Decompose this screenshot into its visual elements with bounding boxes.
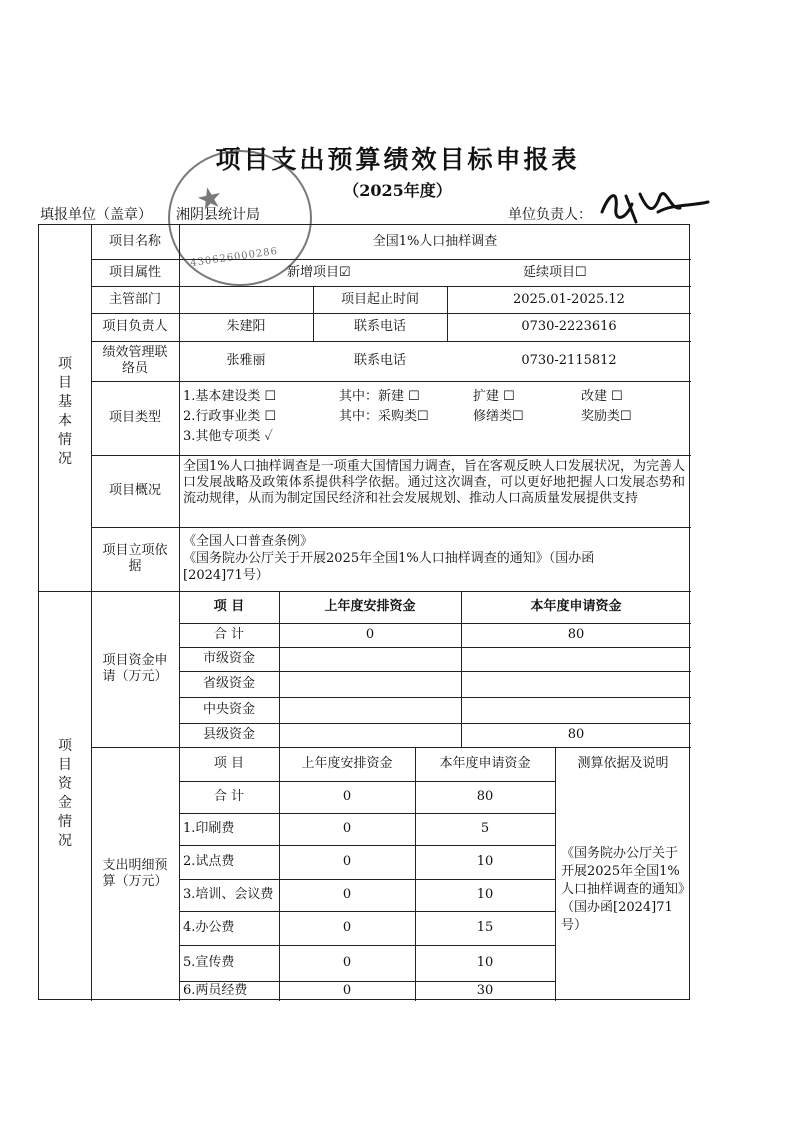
detail-row-item: 2.试点费 xyxy=(183,854,235,869)
apply-row-this xyxy=(461,647,691,671)
apply-row-last xyxy=(279,697,461,723)
detail-row-item: 合 计 xyxy=(213,789,245,804)
project-type-label: 项目类型 xyxy=(108,410,161,425)
unit-label: 填报单位（盖章） xyxy=(40,207,152,223)
apply-row-this: 80 xyxy=(567,627,585,642)
detail-row-item: 3.培训、会议费 xyxy=(183,887,274,902)
apply-row-item: 市级资金 xyxy=(202,651,255,666)
apply-row-this: 80 xyxy=(567,727,585,742)
unit-value: 湘阴县统计局 xyxy=(176,207,260,223)
detail-row-this: 10 xyxy=(476,955,494,970)
detail-header-last-year: 上年度安排资金 xyxy=(301,756,393,771)
section-basic-label: 项 目 基 本 情 况 xyxy=(58,356,72,467)
detail-row-item: 4.办公费 xyxy=(183,920,235,935)
detail-row-this: 10 xyxy=(476,887,494,902)
project-attribute-label: 项目属性 xyxy=(108,264,161,280)
apply-row-last xyxy=(279,723,461,747)
detail-row-this: 5 xyxy=(480,821,490,836)
performance-contact-label: 绩效管理联 络员 xyxy=(102,345,168,376)
apply-row-last: 0 xyxy=(365,627,375,642)
project-leader-value: 朱建阳 xyxy=(226,319,266,334)
performance-contact-value: 张雅丽 xyxy=(226,353,266,368)
project-overview-label: 项目概况 xyxy=(108,483,161,498)
project-name-value: 全国1%人口抽样调查 xyxy=(372,234,498,249)
apply-row-item: 中央资金 xyxy=(202,702,255,717)
signature-scribble xyxy=(596,182,716,230)
dept-value xyxy=(179,286,313,313)
type-infrastructure: 1.基本建设类 ☐ xyxy=(183,389,277,404)
detail-row-item: 1.印刷费 xyxy=(183,821,235,836)
detail-row-this: 80 xyxy=(476,789,494,804)
apply-header-last-year: 上年度安排资金 xyxy=(324,599,416,614)
contact-phone-label: 联系电话 xyxy=(353,353,406,368)
detail-row-this: 30 xyxy=(476,983,494,998)
contact-phone-value: 0730-2115812 xyxy=(521,353,617,368)
period-value: 2025.01-2025.12 xyxy=(513,291,625,307)
dept-label: 主管部门 xyxy=(108,291,161,307)
detail-header-basis: 测算依据及说明 xyxy=(577,756,669,771)
apply-row-this xyxy=(461,697,691,723)
apply-row-last xyxy=(279,647,461,671)
leader-phone-value: 0730-2223616 xyxy=(521,319,617,334)
form-subtitle: （2025年度） xyxy=(343,181,452,200)
seal-number: 430626000286 xyxy=(189,245,279,270)
type-administrative: 2.行政事业类 ☐ xyxy=(183,409,277,424)
detail-row-last: 0 xyxy=(342,789,352,804)
period-label: 项目起止时间 xyxy=(340,291,419,307)
section-funds-label: 项 目 资 金 情 况 xyxy=(58,738,72,849)
fund-application-label: 项目资金申 请（万元） xyxy=(102,653,168,684)
project-basis-text: 《全国人口普查条例》 《国务院办公厅关于开展2025年全国1%人口抽样调查的通知》（国办函 [2024]71号） xyxy=(183,534,595,583)
form-title: 项目支出预算绩效目标申报表 xyxy=(215,145,580,174)
detail-basis-note: 《国务院办公厅关于开展2025年全国1%人口抽样调查的通知》（国办函[2024]71号） xyxy=(561,846,685,933)
apply-row-this xyxy=(461,671,691,697)
detail-row-last: 0 xyxy=(342,821,352,836)
star-icon: ★ xyxy=(195,181,227,217)
budget-form-table xyxy=(38,224,690,1000)
apply-row-item: 合 计 xyxy=(213,627,245,642)
detail-row-this: 15 xyxy=(476,920,494,935)
project-leader-label: 项目负责人 xyxy=(102,319,168,334)
detail-header-this-year: 本年度申请资金 xyxy=(439,756,531,771)
apply-row-last xyxy=(279,671,461,697)
project-name-label: 项目名称 xyxy=(108,234,161,249)
attribute-new-option: 新增项目☑ xyxy=(287,264,351,280)
apply-header-item: 项 目 xyxy=(213,599,245,614)
apply-header-this-year: 本年度申请资金 xyxy=(530,599,622,614)
detail-row-last: 0 xyxy=(342,955,352,970)
type-other-special-checked: 3.其他专项类 ✓ xyxy=(183,429,273,444)
project-overview-text: 全国1%人口抽样调查是一项重大国情国力调查，旨在客观反映人口发展状况，为完善人口发展战略及政策体系提供科学依据。通过这次调查，可以更好地把握人口发展态势和流动规律，从而为制定国民经济和社会发展规划、推动人口高质量发展提供支持 xyxy=(183,459,685,506)
apply-row-item: 县级资金 xyxy=(202,727,255,742)
apply-row-item: 省级资金 xyxy=(202,676,255,691)
attribute-continue-option: 延续项目☐ xyxy=(523,264,587,280)
detail-row-last: 0 xyxy=(342,920,352,935)
expenditure-detail-label: 支出明细预 算（万元） xyxy=(102,858,168,889)
leader-label: 单位负责人： xyxy=(508,207,592,223)
detail-row-item: 5.宣传费 xyxy=(183,955,235,970)
detail-row-item: 6.两员经费 xyxy=(183,983,248,998)
leader-phone-label: 联系电话 xyxy=(353,319,406,334)
detail-row-last: 0 xyxy=(342,983,352,998)
detail-header-item: 项 目 xyxy=(213,756,245,771)
detail-row-last: 0 xyxy=(342,854,352,869)
project-type-options: 1.基本建设类 ☐ 其中：新建 ☐ 扩建 ☐ 改建 ☐ 2.行政事业类 ☐ 其中：采购类☐ 修缮类☐ 奖励类☐ 3.其他专项类 ✓ xyxy=(183,389,632,444)
project-basis-label: 项目立项依 据 xyxy=(102,543,168,574)
detail-row-last: 0 xyxy=(342,887,352,902)
detail-row-this: 10 xyxy=(476,854,494,869)
